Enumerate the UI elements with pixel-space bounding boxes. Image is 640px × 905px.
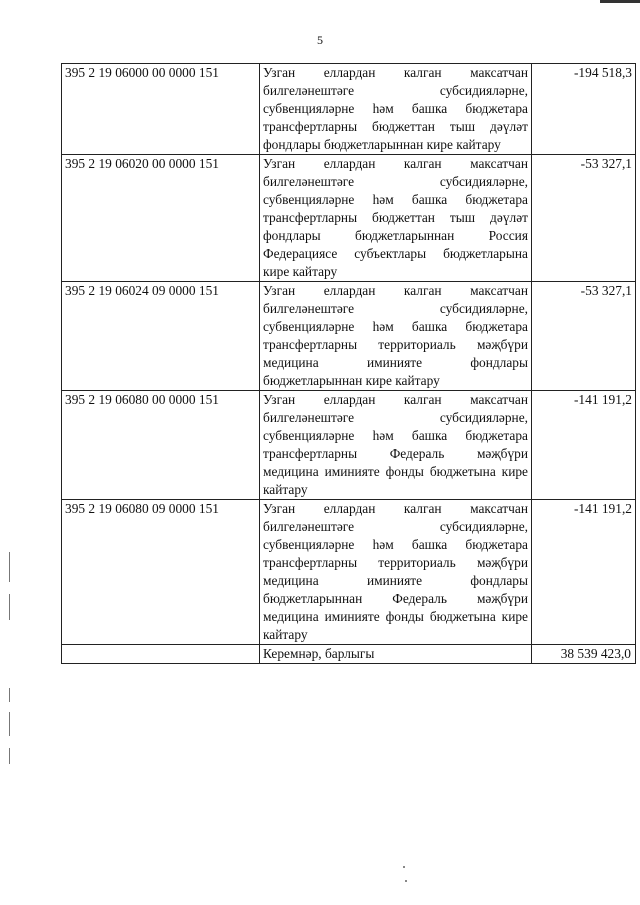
amount: -194 518,3 xyxy=(532,64,636,155)
scan-corner-mark xyxy=(600,0,640,3)
budget-code: 395 2 19 06020 00 0000 151 xyxy=(62,155,260,282)
budget-revenue-table xyxy=(61,63,636,664)
table-row xyxy=(62,155,636,282)
amount: -141 191,2 xyxy=(532,391,636,500)
budget-code: 395 2 19 06000 00 0000 151 xyxy=(62,64,260,155)
empty-code-cell xyxy=(62,645,260,664)
scan-margin-mark xyxy=(9,688,10,702)
scan-speck xyxy=(403,866,405,868)
amount: -53 327,1 xyxy=(532,282,636,391)
total-label: Керемнәр, барлыгы xyxy=(260,645,532,664)
budget-code: 395 2 19 06080 00 0000 151 xyxy=(62,391,260,500)
scan-margin-mark xyxy=(9,748,10,764)
revenue-description: Узган еллардан калган максатчан билгеләнештәге субсидияләрне, субвенцияләрне һәм башка бюджетара трансфертларны бюджеттан тыш дәүләт фондлары бюджетларыннан Россия Федерациясе субъектлары бюджетларына кире кайтару xyxy=(260,155,532,282)
table-row xyxy=(62,500,636,645)
page-number: 5 xyxy=(317,33,323,47)
table-row xyxy=(62,391,636,500)
revenue-description: Узган еллардан калган максатчан билгеләнештәге субсидияләрне, субвенцияләрне һәм башка бюджетара трансфертларны Федераль мәҗбүри медицина иминияте фонды бюджетына кире кайтару xyxy=(260,391,532,500)
scan-margin-mark xyxy=(9,712,10,736)
total-row xyxy=(62,645,636,664)
revenue-description: Узган еллардан калган максатчан билгеләнештәге субсидияләрне, субвенцияләрне һәм башка бюджетара трансфертларны территориаль мәҗбүри медицина иминияте фондлары бюджетларыннан кире кайтару xyxy=(260,282,532,391)
amount: -141 191,2 xyxy=(532,500,636,645)
table-row xyxy=(62,282,636,391)
amount: -53 327,1 xyxy=(532,155,636,282)
revenue-description: Узган еллардан калган максатчан билгеләнештәге субсидияләрне, субвенцияләрне һәм башка бюджетара трансфертларны территориаль мәҗбүри медицина иминияте фондлары бюджетларыннан Федераль мәҗбүри медицина иминияте фонды бюджетына кире кайтару xyxy=(260,500,532,645)
revenue-description: Узган еллардан калган максатчан билгеләнештәге субсидияләрне, субвенцияләрне һәм башка бюджетара трансфертларны бюджеттан тыш дәүләт фондлары бюджетларыннан кире кайтару xyxy=(260,64,532,155)
scan-margin-mark xyxy=(9,594,10,620)
budget-code: 395 2 19 06024 09 0000 151 xyxy=(62,282,260,391)
scan-speck xyxy=(405,880,407,882)
total-amount: 38 539 423,0 xyxy=(532,645,636,664)
table-row xyxy=(62,64,636,155)
budget-code: 395 2 19 06080 09 0000 151 xyxy=(62,500,260,645)
scan-margin-mark xyxy=(9,552,10,582)
